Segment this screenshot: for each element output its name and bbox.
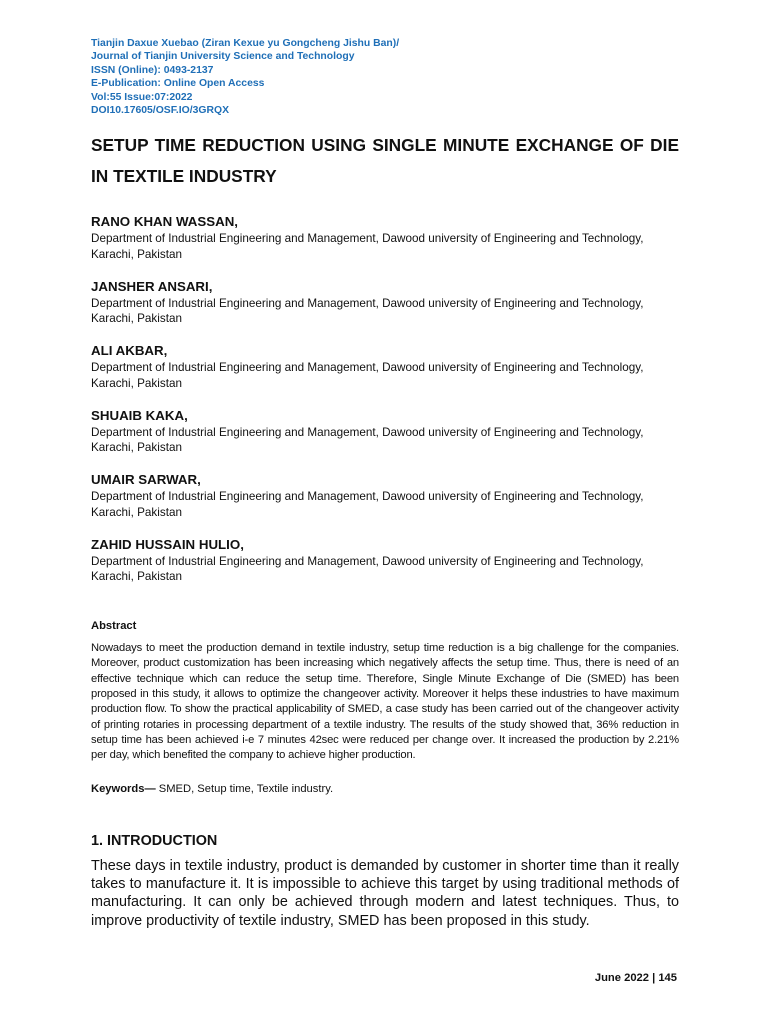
author-location: Karachi, Pakistan: [91, 376, 182, 390]
publication-type-line: E-Publication: Online Open Access: [91, 78, 265, 90]
abstract-heading: Abstract: [91, 620, 137, 632]
introduction-body: These days in textile industry, product is demanded by customer in shorter time than it really takes to manufacture it. It is impossible to achieve this target by using traditional methods of manufacturing. It can only be achieved through modern and latest techniques. Thus, to improve productivity of textile industry, SMED has been proposed in this study.: [91, 858, 679, 929]
journal-header: [91, 37, 679, 117]
paper-title: SETUP TIME REDUCTION USING SINGLE MINUTE EXCHANGE OF DIE IN TEXTILE INDUSTRY: [91, 135, 679, 186]
author-name: UMAIR SARWAR,: [91, 472, 201, 488]
keywords-value: SMED, Setup time, Textile industry.: [155, 783, 334, 795]
author-name: ZAHID HUSSAIN HULIO,: [91, 536, 244, 552]
author-name: RANO KHAN WASSAN,: [91, 214, 239, 229]
author-name: ALI AKBAR,: [91, 343, 168, 359]
author-block: [91, 341, 679, 406]
journal-english-name: Journal of Tianjin University Science and Technology: [91, 51, 355, 63]
author-affiliation: Department of Industrial Engineering and Management, Dawood university of Engineering and Technology,: [91, 232, 644, 245]
author-affiliation: Department of Industrial Engineering and Management, Dawood university of Engineering and Technology,: [91, 425, 644, 439]
author-name: JANSHER ANSARI,: [91, 278, 213, 294]
author-block: [91, 406, 679, 471]
author-location: Karachi, Pakistan: [91, 505, 182, 519]
author-location: Karachi, Pakistan: [91, 441, 182, 455]
abstract-body: Nowadays to meet the production demand in textile industry, setup time reduction is a big challenge for the companies. Moreover, product customization has been increasing which negatively affects the setup time. Thus, there is need of an effective technique which can reduce the setup time. Therefore, Single Minute Exchange of Die (SMED) has been proposed in this study, it allows to optimize the changeover activity. Moreover it helps these industries to have maximum production flow. To show the practical applicability of SMED, a case study has been carried out of the changeover activity of printing rotaries in processing department of a textile industry. The results of the study showed that, 36% reduction in setup time has been achieved i-e 7 minutes 42sec were reduced per change over. It increased the production by 2.21% per day, which benefited the company to achieve higher production.: [91, 642, 679, 762]
author-location: Karachi, Pakistan: [91, 570, 182, 584]
author-block: [91, 277, 679, 342]
author-affiliation: Department of Industrial Engineering and Management, Dawood university of Engineering and Technology,: [91, 296, 644, 310]
author-block: [91, 212, 679, 277]
page-footer: June 2022 | 145: [594, 972, 677, 984]
introduction-heading: 1. INTRODUCTION: [91, 833, 218, 849]
author-block: [91, 470, 679, 535]
author-block: [91, 535, 679, 600]
author-affiliation: Department of Industrial Engineering and Management, Dawood university of Engineering and Technology,: [91, 490, 644, 504]
author-affiliation: Department of Industrial Engineering and Management, Dawood university of Engineering and Technology,: [91, 554, 644, 568]
keywords-line: [91, 782, 679, 797]
issn-line: ISSN (Online): 0493-2137: [91, 64, 214, 76]
author-location: Karachi, Pakistan: [91, 247, 182, 261]
journal-name-line: Tianjin Daxue Xuebao (Ziran Kexue yu Gongcheng Jishu Ban)/: [91, 38, 400, 49]
author-name: SHUAIB KAKA,: [91, 407, 188, 423]
author-list: [91, 212, 679, 600]
author-location: Karachi, Pakistan: [91, 312, 182, 326]
author-affiliation: Department of Industrial Engineering and Management, Dawood university of Engineering and Technology,: [91, 361, 644, 375]
doi-line: DOI10.17605/OSF.IO/3GRQX: [91, 105, 230, 117]
keywords-label: Keywords—: [91, 783, 156, 795]
volume-issue-line: Vol:55 Issue:07:2022: [91, 91, 193, 103]
